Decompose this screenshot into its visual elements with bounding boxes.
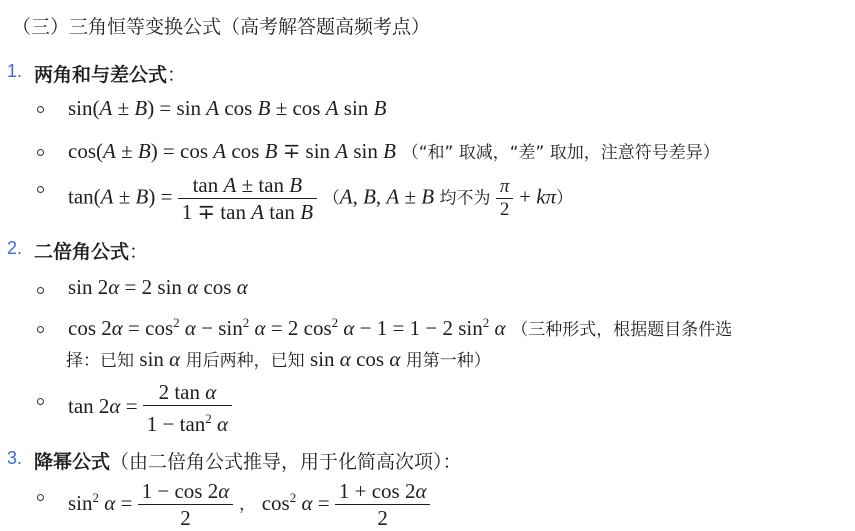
section-title-suffix: ： <box>167 64 187 86</box>
bullet-icon <box>37 494 44 501</box>
note-cos-double-2c: 用第一种） <box>400 351 491 371</box>
section-title <box>34 60 186 87</box>
section-title <box>34 237 148 264</box>
bullet-icon <box>37 186 44 193</box>
list-number: 3. <box>7 448 23 468</box>
formula-cos-double: $\cos 2\alpha = \cos^2 \alpha - \sin^2 \alpha = 2$ $\cos^2 \alpha - 1 = 1 - 2$ $\sin^2 \alpha$ （三种形式，根据题目条件选 <box>68 315 733 340</box>
note-cos-double-1: （三种形式，根据题目条件选 <box>511 320 733 340</box>
list-number: 2. <box>7 238 23 258</box>
bullet-icon <box>37 149 44 156</box>
section-title-bold: 降幂公式 <box>34 451 111 473</box>
bullet-icon <box>37 106 44 113</box>
formula-sin-sum: sin(A ± B) = sin A cos B ± cos A sin B <box>68 96 387 120</box>
note-cos-double-2b: 用后两种，已知 <box>180 351 311 371</box>
note-tan-sum: 均不为 <box>434 188 496 209</box>
section-title <box>34 447 462 474</box>
section-heading: （三）三角恒等变换公式（高考解答题高频考点） <box>12 16 431 38</box>
separator: ， <box>239 494 256 515</box>
fraction: $\frac{1 - \cos 2\alpha}{2}$ <box>138 478 234 531</box>
section-title-suffix: ： <box>129 241 149 263</box>
section-title-suffix: （由二倍角公式推导，用于化简高次项）： <box>110 451 462 473</box>
bullet-icon <box>37 287 44 294</box>
formula-power-reduction: $\sin^2 \alpha$ = $\frac{1 - \cos 2\alpha}{2}$ ， $\cos^2 \alpha$ = $\frac{1 + \cos 2\alpha}{2}$ <box>68 478 430 531</box>
list-number: 1. <box>7 61 23 81</box>
fraction: $\frac{1 + \cos 2\alpha}{2}$ <box>335 478 431 531</box>
paren-open: （ <box>322 188 340 209</box>
bullet-icon <box>37 326 44 333</box>
formula-cos-sum: cos(A ± B) = cos A cos B ∓ sin A sin B （“和” 取减，“差” 取加，注意符号差异） <box>68 139 720 163</box>
formula-tan-sum: tan(A ± B) = $\frac{\text{tan A ± tan B}}{\text{1 ∓ tan A tan B}}$ （A, B, A ± B 均不为 $\frac{\pi}{2}$ + kπ） <box>68 173 574 224</box>
formula-tan-double: tan 2α = $\frac{\text{2 tan α}}{1 - \tan^2 \alpha}$ <box>68 379 232 437</box>
note-cos-sum: （“和” 取减，“差” 取加，注意符号差异） <box>401 143 720 163</box>
paren-close: ） <box>556 188 574 209</box>
note-cos-double-2a: 择：已知 <box>66 351 140 371</box>
section-title-bold: 两角和与差公式 <box>34 64 168 86</box>
formula-sin-double: sin 2α = 2 sin α cos α <box>68 275 248 299</box>
fraction-pi-half: $\frac{\pi}{2}$ <box>496 176 514 221</box>
bullet-icon <box>37 398 44 405</box>
section-title-bold: 二倍角公式 <box>34 241 130 263</box>
formula-cos-double-note: 择：已知 sin α 用后两种，已知 sin α cos α 用第一种） <box>66 347 491 371</box>
fraction: $\frac{\text{tan A ± tan B}}{\text{1 ∓ tan A tan B}}$ <box>178 172 317 225</box>
fraction: $\frac{\text{2 tan α}}{1 - \tan^2 \alpha}$ <box>143 379 232 437</box>
